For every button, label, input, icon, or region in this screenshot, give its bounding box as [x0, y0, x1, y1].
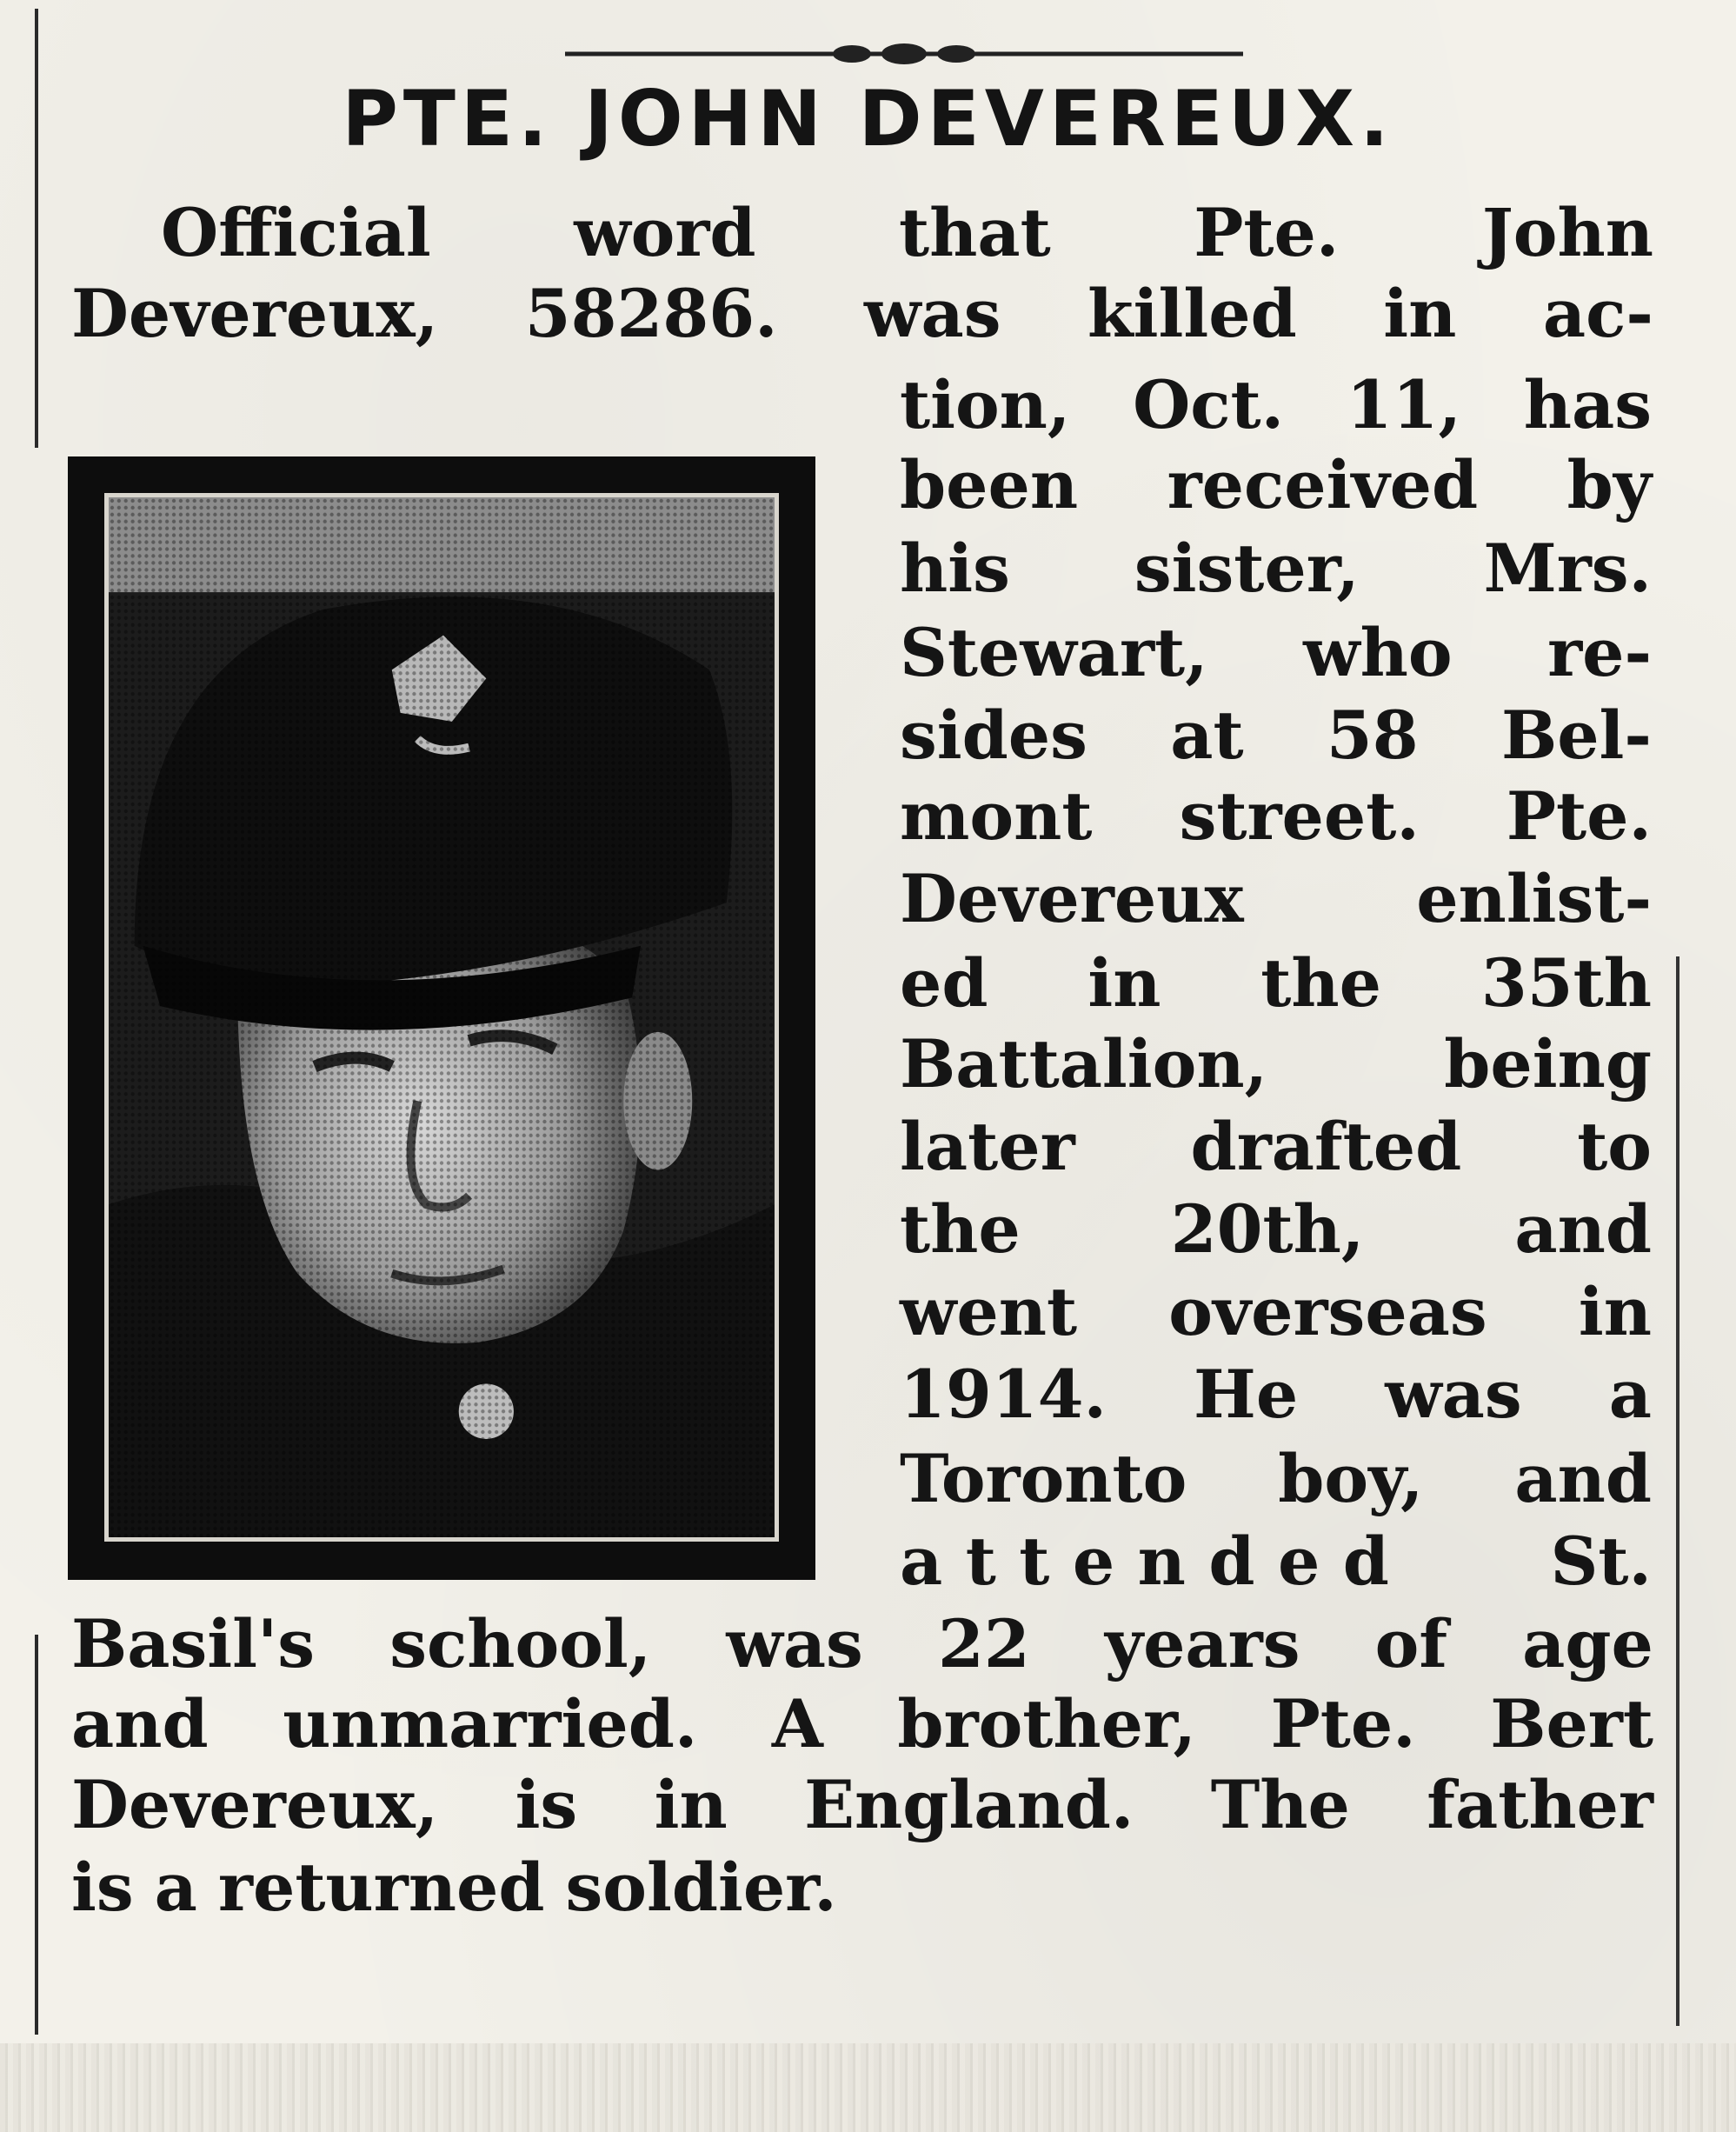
- article-word: ed: [900, 944, 988, 1022]
- article-word: drafted: [1190, 1108, 1462, 1185]
- article-word: in: [1383, 275, 1457, 352]
- article-line: [900, 1107, 1652, 1187]
- article-word: street.: [1179, 777, 1420, 855]
- article-word: been: [900, 446, 1079, 523]
- article-line: [71, 1765, 1653, 1845]
- article-word: to: [1577, 1108, 1652, 1185]
- article-word: brother,: [897, 1685, 1196, 1762]
- article-word: being: [1444, 1025, 1652, 1103]
- article-word: who: [1303, 614, 1453, 691]
- article-word: Mrs.: [1483, 530, 1652, 607]
- article-word: a: [154, 1849, 197, 1926]
- article-word: Bel-: [1500, 696, 1652, 774]
- soldier-portrait-icon: [104, 493, 779, 1542]
- article-word: England.: [804, 1766, 1134, 1843]
- article-word: Pte.: [1194, 194, 1340, 271]
- article-word: soldier.: [565, 1849, 837, 1926]
- article-word: the: [1260, 944, 1382, 1022]
- article-word: Devereux: [900, 860, 1244, 937]
- article-word: Oct.: [1133, 366, 1285, 443]
- article-word: his: [900, 530, 1010, 607]
- article-word: a: [1608, 1356, 1652, 1433]
- article-line: [900, 529, 1652, 609]
- article-line: [900, 776, 1652, 856]
- article-word: 11,: [1346, 366, 1462, 443]
- article-word: the: [900, 1190, 1021, 1268]
- article-word: overseas: [1168, 1273, 1487, 1350]
- article-word: age: [1522, 1605, 1653, 1682]
- article-line: [71, 274, 1653, 354]
- article-word: later: [900, 1108, 1075, 1185]
- article-word: a t t e n d e d: [900, 1522, 1389, 1600]
- article-word: school,: [389, 1605, 652, 1682]
- article-word: 58286.: [524, 275, 778, 352]
- article-word: tion,: [900, 366, 1071, 443]
- article-line: [900, 943, 1652, 1023]
- article-line: [71, 1848, 1653, 1928]
- article-word: and: [1514, 1190, 1652, 1268]
- article-word: was: [864, 275, 1001, 352]
- article-word: Pte.: [1270, 1685, 1416, 1762]
- article-word: returned: [217, 1849, 545, 1926]
- article-line: [900, 1272, 1652, 1352]
- article-word: Bert: [1490, 1685, 1653, 1762]
- article-word: 20th,: [1170, 1190, 1365, 1268]
- article-word: went: [900, 1273, 1078, 1350]
- article-word: sister,: [1134, 530, 1360, 607]
- article-word: unmarried.: [283, 1685, 698, 1762]
- ornament-divider-icon: [556, 37, 1252, 71]
- article-word: Battalion,: [900, 1025, 1268, 1103]
- article-word: Pte.: [1506, 777, 1652, 855]
- article-line: [900, 1189, 1652, 1269]
- article-line: [71, 1684, 1653, 1764]
- article-line: [900, 613, 1652, 693]
- article-word: Toronto: [900, 1440, 1187, 1517]
- article-word: Stewart,: [900, 614, 1208, 691]
- photo-frame: [68, 456, 815, 1580]
- column-rule-left-lower: [35, 1635, 38, 2035]
- article-word: father: [1427, 1766, 1653, 1843]
- headline: PTE. JOHN DEVEREUX.: [342, 74, 1394, 163]
- article-word: was: [726, 1605, 863, 1682]
- column-rule-right: [1676, 956, 1679, 2026]
- article-line: [161, 193, 1653, 273]
- article-word: in: [1578, 1273, 1652, 1350]
- article-word: He: [1194, 1356, 1299, 1433]
- article-word: ac-: [1542, 275, 1653, 352]
- article-line: [900, 445, 1652, 525]
- article-word: killed: [1087, 275, 1297, 352]
- article-word: 22: [938, 1605, 1030, 1682]
- article-word: 1914.: [900, 1356, 1107, 1433]
- article-word: Devereux,: [71, 275, 439, 352]
- article-word: 58: [1326, 696, 1419, 774]
- article-word: Basil's: [71, 1605, 316, 1682]
- article-word: John: [1481, 194, 1653, 271]
- article-word: A: [771, 1685, 823, 1762]
- article-word: Official: [161, 194, 431, 271]
- article-word: years: [1104, 1605, 1300, 1682]
- article-word: Devereux,: [71, 1766, 439, 1843]
- article-word: The: [1210, 1766, 1350, 1843]
- article-line: [900, 365, 1652, 445]
- article-word: and: [71, 1685, 209, 1762]
- article-word: received: [1167, 446, 1479, 523]
- article-line: [900, 1024, 1652, 1104]
- article-line: [900, 1522, 1652, 1602]
- article-word: mont: [900, 777, 1093, 855]
- article-line: [900, 1355, 1652, 1435]
- article-word: is: [515, 1766, 578, 1843]
- article-word: and: [1514, 1440, 1652, 1517]
- article-line: [900, 859, 1652, 939]
- article-word: by: [1566, 446, 1652, 523]
- article-line: [900, 1439, 1652, 1519]
- article-word: 35th: [1480, 944, 1652, 1022]
- article-word: is: [71, 1849, 134, 1926]
- paper-edge: [0, 2043, 1736, 2132]
- article-word: was: [1385, 1356, 1522, 1433]
- article-word: has: [1523, 366, 1652, 443]
- article-line: [71, 1604, 1653, 1684]
- article-word: sides: [900, 696, 1087, 774]
- article-word: in: [1087, 944, 1161, 1022]
- article-word: boy,: [1278, 1440, 1424, 1517]
- article-word: that: [899, 194, 1051, 271]
- article-word: word: [574, 194, 756, 271]
- article-word: re-: [1547, 614, 1652, 691]
- article-line: [900, 696, 1652, 776]
- article-word: at: [1170, 696, 1244, 774]
- article-word: in: [654, 1766, 728, 1843]
- article-word: of: [1374, 1605, 1448, 1682]
- article-word: enlist-: [1416, 860, 1652, 937]
- article-word: St.: [1550, 1522, 1652, 1600]
